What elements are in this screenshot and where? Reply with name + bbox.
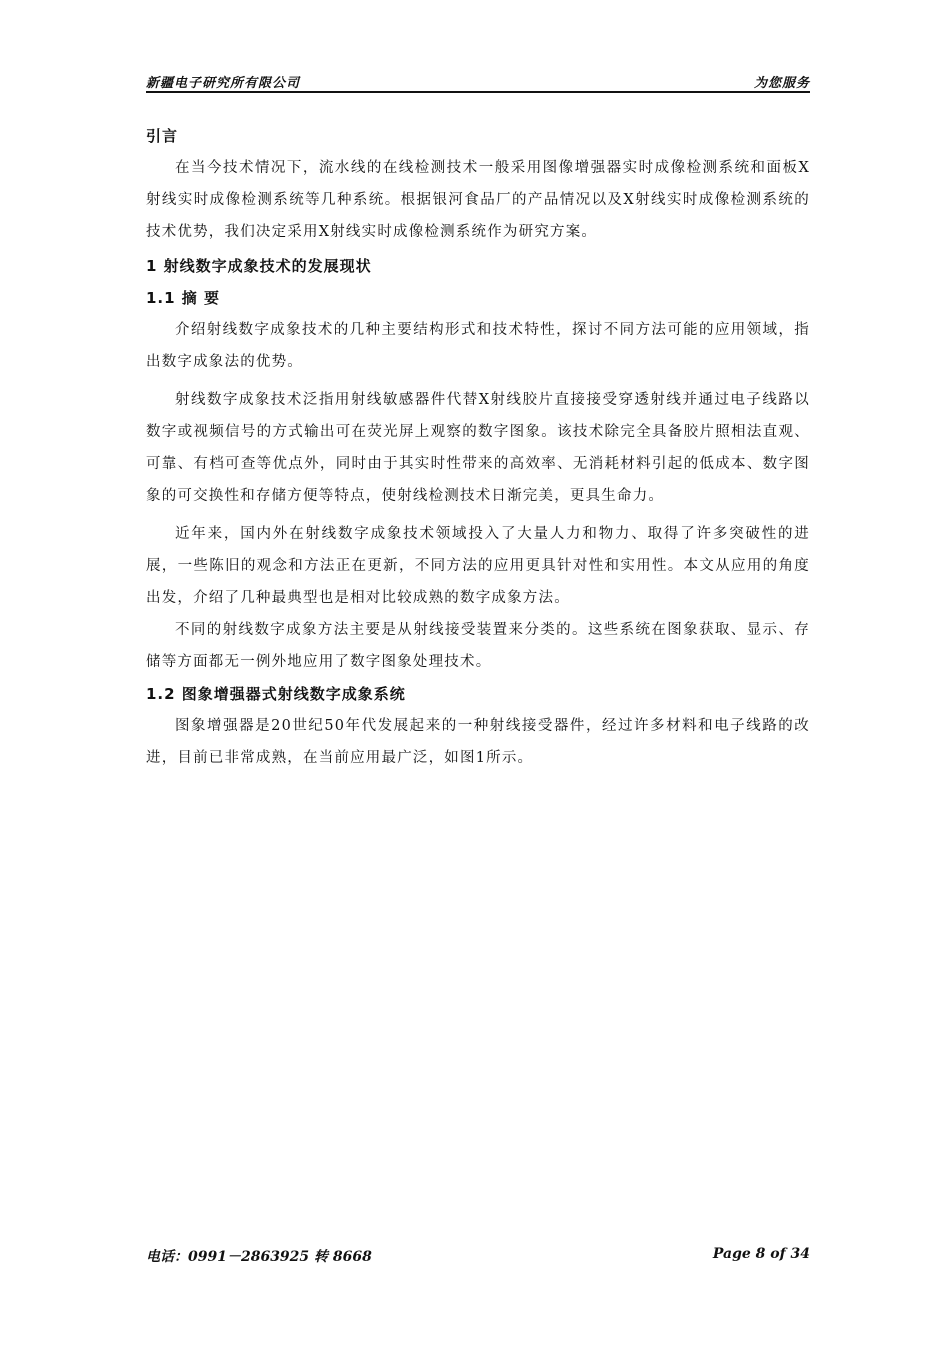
intro-paragraph: 在当今技术情况下，流水线的在线检测技术一般采用图像增强器实时成像检测系统和面板X射线实时成像检测系统等几种系统。根据银河食品厂的产品情况以及X射线实时成像检测系统的技术优势，我们决定采用X射线实时成像检测系统作为研究方案。 [146,160,810,240]
page-header [146,70,810,94]
section-1-1-paragraph-4: 不同的射线数字成象方法主要是从射线接受装置来分类的。这些系统在图象获取、显示、存储等方面都无一例外地应用了数字图象处理技术。 [146,622,810,670]
section-1-1-paragraph-1: 介绍射线数字成象技术的几种主要结构形式和技术特性，探讨不同方法可能的应用领域，指出数字成象法的优势。 [146,322,810,370]
intro-heading: 引言 [146,127,179,145]
section-1-2-heading: 1.2 图象增强器式射线数字成象系统 [146,685,406,703]
page-footer [146,1246,810,1270]
page-body [146,120,810,774]
section-1-heading: 1 射线数字成象技术的发展现状 [146,257,372,275]
header-slogan: 为您服务 [753,76,810,91]
footer-phone: 电话：0991－2863925 转 8668 [146,1249,372,1265]
header-company: 新疆电子研究所有限公司 [146,76,301,91]
section-1-1-heading: 1.1 摘 要 [146,289,221,307]
header-rule [146,91,810,93]
footer-page-number: Page 8 of 34 [712,1246,810,1262]
section-1-2-paragraph-1: 图象增强器是20世纪50年代发展起来的一种射线接受器件，经过许多材料和电子线路的改进，目前已非常成熟，在当前应用最广泛，如图1所示。 [146,718,810,766]
section-1-1-paragraph-3: 近年来，国内外在射线数字成象技术领域投入了大量人力和物力、取得了许多突破性的进展，一些陈旧的观念和方法正在更新，不同方法的应用更具针对性和实用性。本文从应用的角度出发，介绍了几种最典型也是相对比较成熟的数字成象方法。 [146,526,810,606]
section-1-1-paragraph-2: 射线数字成象技术泛指用射线敏感器件代替X射线胶片直接接受穿透射线并通过电子线路以数字或视频信号的方式输出可在荧光屏上观察的数字图象。该技术除完全具备胶片照相法直观、可靠、有档可查等优点外，同时由于其实时性带来的高效率、无消耗材料引起的低成本、数字图象的可交换性和存储方便等特点，使射线检测技术日渐完美，更具生命力。 [146,392,810,504]
